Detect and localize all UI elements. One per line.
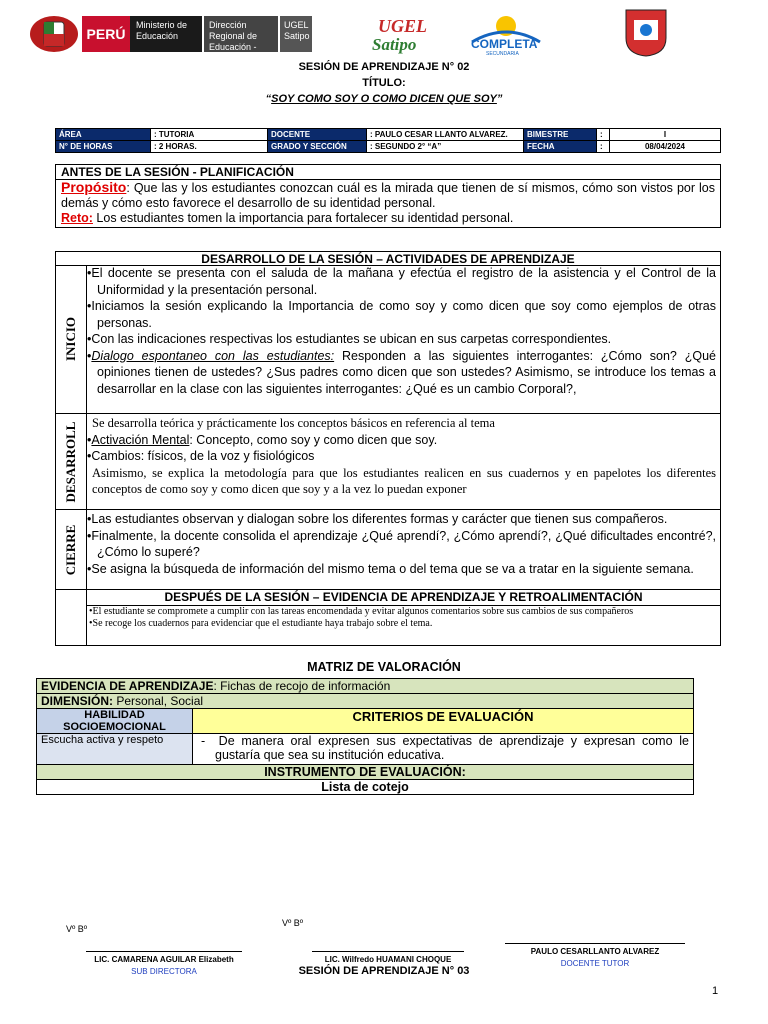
school-crest-logo: [624, 8, 668, 58]
ministerio-logo: Ministerio de Educación: [130, 16, 202, 52]
session-title-text: SOY COMO SOY O COMO DICEN QUE SOY: [271, 93, 497, 105]
grado-header: GRADO Y SECCIÓN: [268, 141, 367, 153]
desarrollo-heading: DESARROLLO DE LA SESIÓN – ACTIVIDADES DE APRENDIZAJE: [55, 251, 721, 266]
next-session-title: SESIÓN DE APRENDIZAJE N° 03: [298, 965, 470, 977]
cierre-content: [87, 511, 716, 577]
session-title: “SOY COMO SOY O COMO DICEN QUE SOY”: [265, 93, 503, 105]
svg-text:Satipo: Satipo: [372, 35, 417, 54]
proposito-label: Propósito: [61, 179, 127, 195]
signature-line-1: [86, 951, 242, 952]
bimestre-colon: :: [597, 129, 610, 141]
horas-value: : 2 HORAS.: [151, 141, 268, 153]
cierre-item-2: •Finalmente, la docente consolida el aprendizaje ¿Qué aprendí?, ¿Cómo aprendí?, ¿Qué dificultades encontré?, ¿Cómo lo superé?: [87, 528, 716, 559]
area-value: : TUTORIA: [151, 129, 268, 141]
cierre-item-1: •Las estudiantes observan y dialogan sobre los diferentes formas y carácter que tienen sus compañeros.: [87, 512, 668, 526]
inicio-section: [55, 265, 721, 414]
inicio-item-1: •El docente se presenta con el saluda de la mañana y efectúa el registro de la asistencia y el Control de la Uniformidad y la presentación personal.: [87, 266, 716, 297]
signature-line-2: [312, 951, 464, 952]
titulo-label: TÍTULO:: [362, 77, 406, 89]
proposito-paragraph: [56, 180, 720, 211]
session-number: SESIÓN DE APRENDIZAJE N° 02: [298, 61, 470, 73]
bimestre-header: BIMESTRE: [524, 129, 597, 141]
reto-label: Reto:: [61, 211, 93, 225]
despues-content: [89, 606, 716, 630]
vb-label-2: Vº Bº: [282, 918, 304, 928]
svg-text:SECUNDARIA: SECUNDARIA: [486, 51, 519, 56]
cierre-item-3: •Se asigna la búsqueda de información del mismo tema o del tema que se va a tratar en la siguiente semana.: [87, 561, 694, 576]
inicio-item-2: •Iniciamos la sesión explicando la Importancia de como soy y como dicen que soy como ejemplos de otras personas.: [87, 299, 716, 330]
fecha-header: FECHA: [524, 141, 597, 153]
signature-3-role: DOCENTE TUTOR: [560, 959, 630, 968]
bimestre-value: I: [610, 129, 721, 141]
inicio-content: [87, 265, 716, 397]
despues-item-1: •El estudiante se compromete a cumplir con las tareas encomendada y evitar algunos comentarios sobre sus cambios de sus compañeros: [89, 606, 634, 617]
inicio-label-cell: [56, 265, 87, 413]
signature-1-role: SUB DIRECTORA: [131, 967, 197, 976]
vb-label-1: Vº Bº: [66, 924, 88, 934]
planificacion-box: [55, 164, 721, 228]
matriz-title: MATRIZ DE VALORACIÓN: [307, 660, 461, 674]
desarrollo-item-1: Se desarrolla teórica y prácticamente los conceptos básicos en referencia al tema: [92, 416, 495, 430]
signature-2-name: LIC. Wilfredo HUAMANI CHOQUE: [324, 955, 452, 964]
desarrollo-item-2: •Activación Mental: Concepto, como soy y como dicen que soy.: [87, 432, 438, 447]
instrumento-row: INSTRUMENTO DE EVALUACIÓN:: [37, 765, 694, 780]
reto-paragraph: [56, 211, 720, 226]
ugel-box-logo: UGEL Satipo: [280, 16, 312, 52]
ugel-satipo-logo: [368, 12, 438, 56]
inicio-item-3: •Con las indicaciones respectivas los estudiantes se ubican en sus carpetas correspondientes.: [87, 332, 612, 346]
docente-value: : PAULO CESAR LLANTO ALVAREZ.: [367, 129, 524, 141]
escucha-cell: Escucha activa y respeto: [37, 734, 193, 765]
desarrollo-item-4: Asimismo, se explica la metodología para que los estudiantes realicen en sus cuadernos y en papelotes los diferentes conceptos de como soy y como dicen que soy y a la vez lo puedan exponer: [92, 465, 716, 496]
criterios-header: CRITERIOS DE EVALUACIÓN: [193, 709, 694, 734]
cierre-section: [55, 510, 721, 590]
session-info-table: [55, 128, 721, 153]
fecha-colon: :: [597, 141, 610, 153]
grado-value: : SEGUNDO 2° “A”: [367, 141, 524, 153]
direccion-regional-logo: Dirección Regional de Educación - Junín: [204, 16, 278, 52]
reto-text: Los estudiantes tomen la importancia para fortalecer su identidad personal.: [92, 211, 514, 225]
despues-label-cell: [56, 590, 87, 645]
lista-row: Lista de cotejo: [37, 780, 694, 795]
habilidad-header: HABILIDAD SOCIOEMOCIONAL: [37, 709, 193, 734]
planificacion-heading: ANTES DE LA SESIÓN - PLANIFICACIÓN: [56, 165, 720, 180]
inicio-item-4: •Dialogo espontaneo con las estudiantes: Responden a las siguientes interrogantes: ¿Cómo son? ¿Qué opiniones tienen de ustedes? ¿Sus padres como dicen que son ustedes? Asimismo, se introduce los temas a desarrollar en la clase con las siguientes interrogantes: ¿Qué es un cambio Corporal?,: [87, 348, 716, 396]
desarrollo-label: DESARROLL: [63, 421, 78, 502]
despues-item-2: •Se recoge los cuadernos para evidenciar que el estudiante haya trabajo sobre el tema.: [89, 618, 433, 629]
signature-1-name: LIC. CAMARENA AGUILAR Elizabeth: [94, 955, 234, 964]
docente-header: DOCENTE: [268, 129, 367, 141]
peru-coat-of-arms-logo: [28, 12, 80, 54]
peru-logo: PERÚ: [82, 16, 130, 52]
criterio-text-cell: - De manera oral expresen sus expectativas de aprendizaje y expresan como le gustaría que sea su institución educativa.: [193, 734, 694, 765]
dimension-row: DIMENSIÓN: Personal, Social: [37, 694, 694, 709]
despues-section: [55, 590, 721, 646]
signature-3-name: PAULO CESARLLANTO ALVAREZ: [530, 947, 660, 956]
fecha-value: 08/04/2024: [610, 141, 721, 153]
page-number: 1: [712, 985, 719, 997]
cierre-label-cell: [56, 510, 87, 589]
inicio-label: INICIO: [63, 316, 78, 362]
matriz-table: [36, 678, 694, 795]
cierre-label: CIERRE: [63, 524, 78, 575]
svg-text:COMPLETA: COMPLETA: [471, 37, 538, 51]
desarrollo-item-3: •Cambios: físicos, de la voz y fisiológicos: [87, 449, 315, 463]
desarrollo-section: [55, 414, 721, 510]
svg-text:UGEL: UGEL: [378, 16, 427, 36]
despues-heading: DESPUÉS DE LA SESIÓN – EVIDENCIA DE APRENDIZAJE Y RETROALIMENTACIÓN: [87, 590, 720, 606]
area-header: ÁREA: [56, 129, 151, 141]
desarrollo-label-cell: [56, 414, 87, 509]
horas-header: N° DE HORAS: [56, 141, 151, 153]
jornada-escolar-completa-logo: [466, 14, 546, 56]
desarrollo-content: [87, 415, 716, 498]
proposito-text: : Que las y los estudiantes conozcan cuál es la mirada que tienen de sí mismos, cómo son vistos por los demás y cómo esto favorece el desarrollo de su identidad personal.: [61, 181, 715, 210]
signature-line-3: [505, 943, 685, 944]
evidencia-row: EVIDENCIA DE APRENDIZAJE: Fichas de recojo de información: [37, 679, 694, 694]
